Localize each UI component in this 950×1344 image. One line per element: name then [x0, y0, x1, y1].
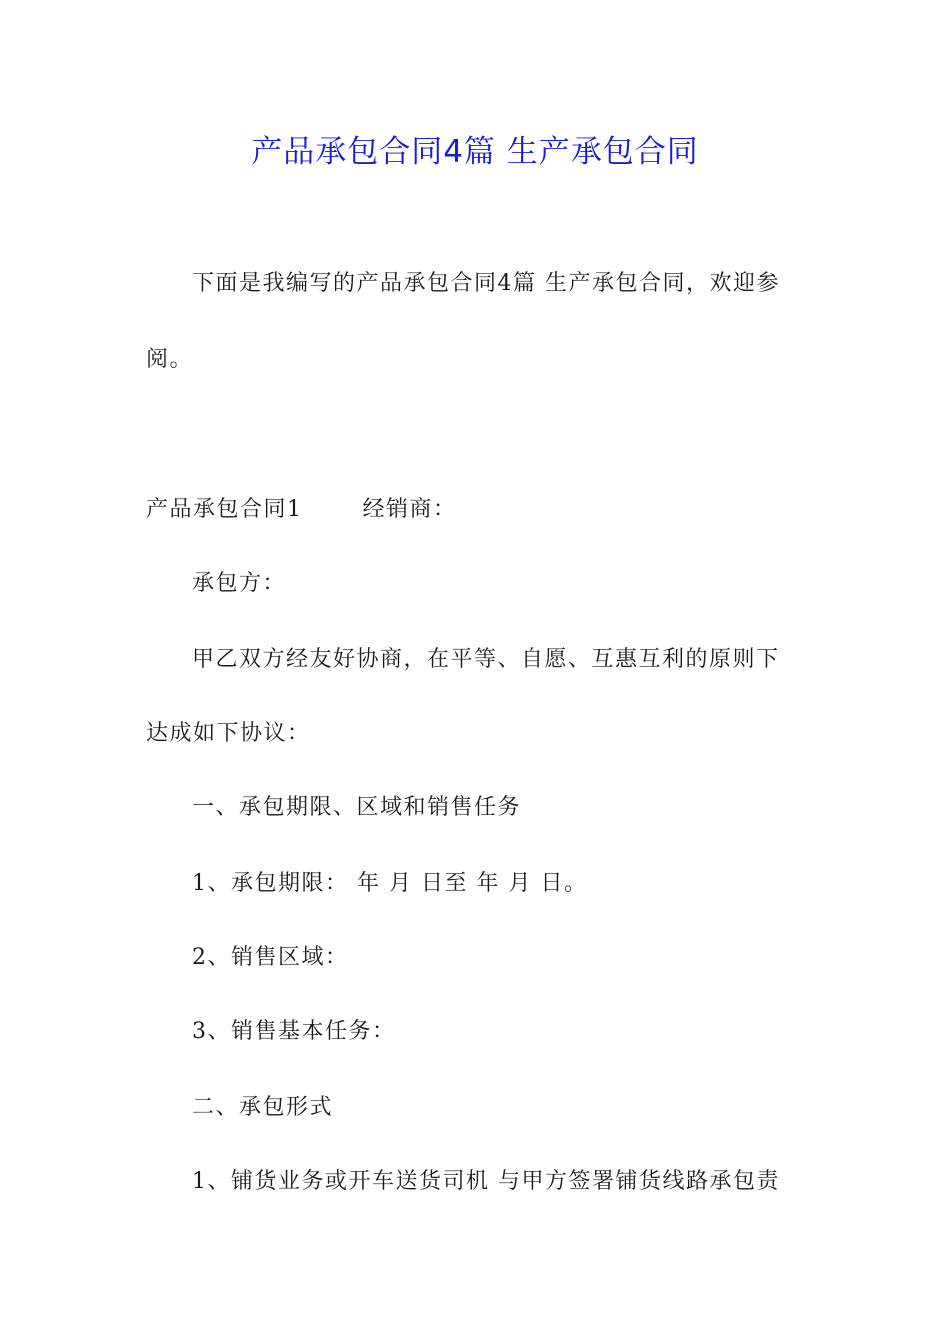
document-title: 产品承包合同4篇 生产承包合同: [251, 134, 699, 170]
clause1-item3: 3、销售基本任务：: [192, 1019, 396, 1044]
dealer-label: 经销商：: [362, 497, 457, 522]
intro-line-2: 阅。: [146, 347, 194, 372]
section-heading-line: [146, 472, 810, 548]
contractor-label: 承包方：: [192, 571, 287, 596]
clause1-heading: 一、承包期限、区域和销售任务: [192, 795, 522, 820]
agreement-line-1: 甲乙双方经友好协商，在平等、自愿、互惠互利的原则下: [192, 647, 780, 672]
agreement-line-2: 达成如下协议：: [146, 721, 311, 746]
clause1-item2: 2、销售区域：: [192, 945, 349, 970]
intro-line-1: 下面是我编写的产品承包合同4篇 生产承包合同，欢迎参: [192, 271, 780, 296]
clause1-item1: 1、承包期限： 年 月 日至 年 月 日。: [192, 871, 588, 896]
section-heading: 产品承包合同1: [146, 497, 303, 522]
clause2-heading: 二、承包形式: [192, 1095, 334, 1120]
clause2-item1: 1、铺货业务或开车送货司机 与甲方签署铺货线路承包责: [192, 1169, 780, 1194]
